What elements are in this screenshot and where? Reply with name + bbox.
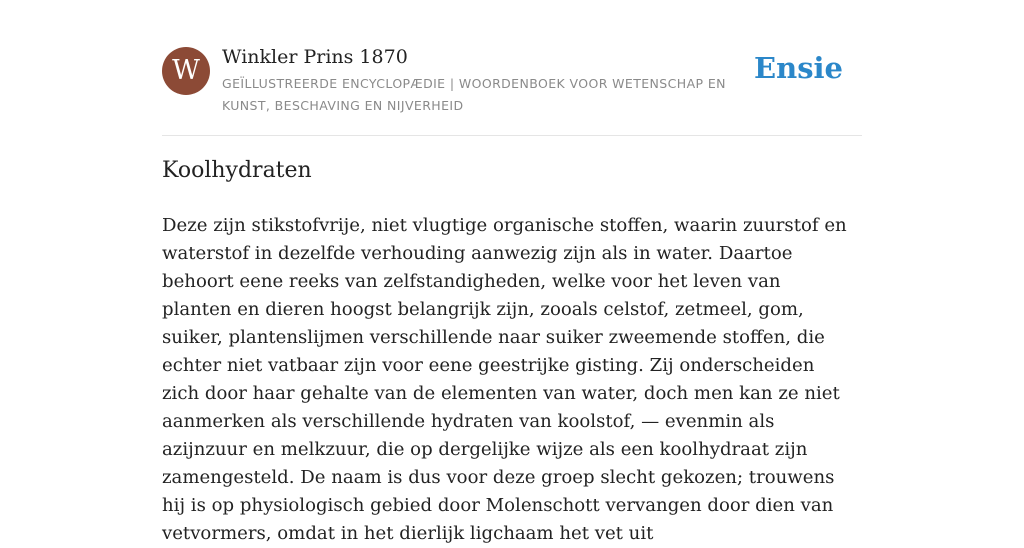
article-title: Koolhydraten (162, 158, 312, 183)
article-body: Deze zijn stikstofvrije, niet vlugtige organische stoffen, waarin zuurstof en waterstof in dezelfde verhouding aanwezig zijn als in water. Daartoe behoort eene reeks van zelfstandigheden, welke voor het leven van planten en dieren hoogst belangrijk zijn, zooals celstof, zetmeel, gom, suiker, plantenslijmen verschillende naar suiker zweemende stoffen, die echter niet vatbaar zijn voor eene geestrijke gisting. Zij onderscheiden zich door haar gehalte van de elementen van water, doch men kan ze niet aanmerken als verschillende hydraten van koolstof, — evenmin als azijnzuur en melkzuur, die op dergelijke wijze als een koolhydraat zijn zamengesteld. De naam is dus voor deze groep slecht gekozen; trouwens hij is op physiologisch gebied door Molenschott vervangen door dien van vetvormers, omdat in het dierlijk ligchaam het vet uit (162, 215, 847, 544)
source-avatar[interactable]: W (162, 47, 210, 95)
source-subtitle: GEÏLLUSTREERDE ENCYCLOPÆDIE | WOORDENBOEK VOOR WETENSCHAP EN KUNST, BESCHAVING EN NIJVERHEID (222, 76, 726, 113)
ensie-logo[interactable]: Ensie (754, 51, 843, 85)
source-title[interactable]: Winkler Prins 1870 (222, 46, 408, 68)
source-header (162, 44, 862, 136)
